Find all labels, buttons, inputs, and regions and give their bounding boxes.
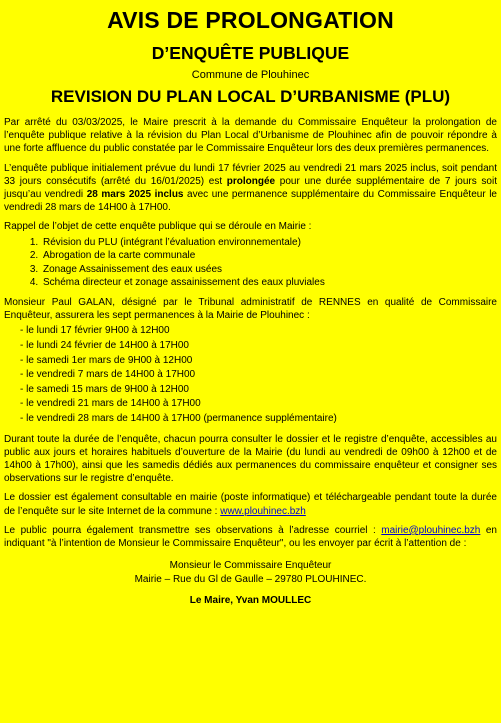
address-line-2: Mairie – Rue du Gl de Gaulle – 29780 PLOUHINEC.	[134, 573, 367, 585]
paragraph-arrete: Par arrêté du 03/03/2025, le Maire prescrit à la demande du Commissaire Enquêteur la prolongation de l’enquête publique relative à la révision du Plan Local d’Urbanisme de Plouhinec afin de pouvoir répondre à une forte affluence du public constatée par le Commissaire Enquêteur lors des deux premières permanences.	[4, 117, 497, 155]
website-link[interactable]: www.plouhinec.bzh	[220, 505, 306, 517]
prolongation-text-1: L’enquête publique initialement prévue du lundi 17 février 2025 au vendredi 21 mars 2025 inclus, soit pendant 33 jours consécutifs (arrêté du 16/01/2025) est	[4, 162, 497, 187]
objets-list	[4, 236, 497, 290]
paragraph-commissaire: Monsieur Paul GALAN, désigné par le Tribunal administratif de RENNES en qualité de Commissaire Enquêteur, assurera les sept permanences à la Mairie de Plouhinec :	[4, 297, 497, 322]
notice-subtitle: D’ENQUÊTE PUBLIQUE	[151, 43, 350, 63]
prolongation-text-3: avec une permanence supplémentaire du Commissaire Enquêteur le vendredi 28 mars de 14H00 à 17H00.	[4, 189, 497, 214]
permanence-item: - le samedi 1er mars de 9H00 à 12H00	[20, 354, 497, 369]
paragraph-dossier	[4, 491, 497, 517]
courriel-text-1: Le public pourra également transmettre ses observations à l’adresse courriel :	[4, 524, 382, 536]
courriel-text-2: en indiquant "à l’intention de Monsieur le Commissaire Enquêteur", ou les envoyer par écrit à l’attention de :	[4, 524, 497, 549]
notice-title: AVIS DE PROLONGATION	[107, 7, 394, 33]
objet-item: 3. Zonage Assainissement des eaux usées	[41, 263, 497, 277]
prolongation-bold-1: prolongée	[226, 175, 276, 187]
objet-item: 1. Révision du PLU (intégrant l’évaluation environnementale)	[41, 236, 497, 250]
address-line-1: Monsieur le Commissaire Enquêteur	[169, 560, 332, 572]
permanence-item: - le samedi 15 mars de 9H00 à 12H00	[20, 383, 497, 398]
objet-item: 2. Abrogation de la carte communale	[41, 249, 497, 263]
email-link[interactable]: mairie@plouhinec.bzh	[381, 524, 481, 536]
permanences-list	[4, 324, 497, 426]
permanence-item: - le lundi 17 février 9H00 à 12H00	[20, 324, 497, 339]
commune-name: Commune de Plouhinec	[191, 69, 310, 81]
prolongation-bold-2: 28 mars 2025 inclus	[86, 189, 184, 201]
notice-heading: REVISION DU PLAN LOCAL D’URBANISME (PLU)	[50, 87, 451, 106]
signature: Le Maire, Yvan MOULLEC	[189, 595, 312, 607]
permanence-item: - le vendredi 21 mars de 14H00 à 17H00	[20, 397, 497, 412]
prolongation-text-2: pour une durée supplémentaire de 7 jours soit jusqu’au vendredi	[4, 175, 497, 201]
paragraph-courriel	[4, 524, 497, 550]
paragraph-rappel: Rappel de l’objet de cette enquête publique qui se déroule en Mairie :	[4, 221, 312, 233]
paragraph-consultation: Durant toute la durée de l’enquête, chacun pourra consulter le dossier et le registre d’enquête, accessibles au public aux jours et horaires habituels d’ouverture de la Mairie (du lundi au vendredi de 09h00 à 12h00 et de 14h00 à 17h00), ainsi que les samedis dédiés aux permanences du commissaire enquêteur et consigner ses observations sur le registre d’enquête.	[4, 433, 497, 485]
objet-item: 4. Schéma directeur et zonage assainissement des eaux pluviales	[41, 276, 497, 290]
permanence-item: - le vendredi 7 mars de 14H00 à 17H00	[20, 368, 497, 383]
paragraph-prolongation	[4, 162, 497, 215]
dossier-text: Le dossier est également consultable en mairie (poste informatique) et téléchargeable pendant toute la durée de l’enquête sur le site Internet de la commune :	[4, 492, 497, 517]
permanence-item: - le lundi 24 février de 14H00 à 17H00	[20, 339, 497, 354]
permanence-item: - le vendredi 28 mars de 14H00 à 17H00 (permanence supplémentaire)	[20, 412, 497, 427]
notice-page	[0, 7, 501, 723]
